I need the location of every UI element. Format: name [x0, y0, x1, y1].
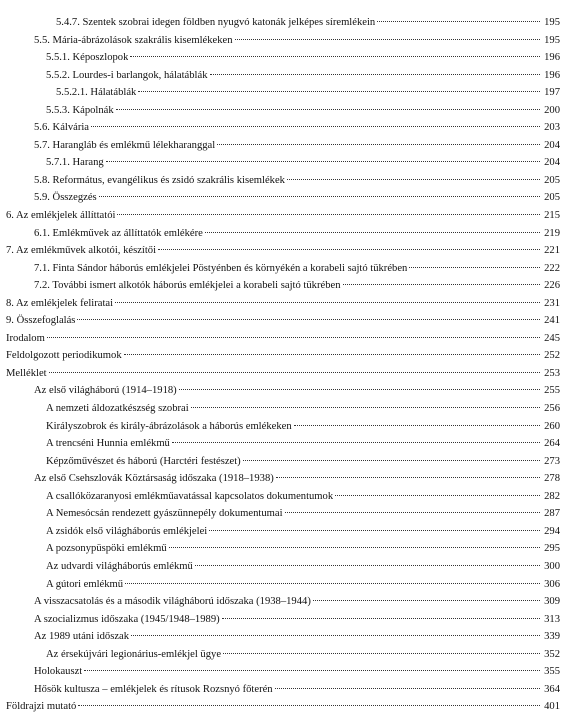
dot-leader	[115, 302, 540, 303]
toc-entry-title: A Nemesócsán rendezett gyászünnepély dokumentumai	[46, 508, 283, 520]
toc-entry	[0, 330, 560, 348]
toc-entry-page-number: 256	[544, 403, 560, 415]
toc-entry-title: 5.7.1. Harang	[46, 157, 104, 169]
toc-entry-title: A csallóközaranyosi emlékműavatással kapcsolatos dokumentumok	[46, 490, 334, 502]
toc-entry	[0, 260, 560, 278]
toc-entry	[0, 558, 560, 576]
dot-leader	[138, 91, 540, 92]
dot-leader	[158, 249, 540, 250]
dot-leader	[47, 337, 540, 338]
toc-entry-title: 5.8. Református, evangélikus és zsidó szakrális kisemlékek	[34, 174, 285, 186]
toc-entry-page-number: 200	[544, 104, 560, 116]
toc-entry-page-number: 252	[544, 350, 560, 362]
toc-entry-page-number: 339	[544, 631, 560, 643]
toc-entry-title: Feldolgozott periodikumok	[6, 350, 122, 362]
toc-entry-title: 5.5.3. Kápolnák	[46, 104, 114, 116]
toc-entry-page-number: 205	[544, 192, 560, 204]
toc-entry	[0, 365, 560, 383]
toc-entry	[0, 67, 560, 85]
toc-entry-title: Az érsekújvári legionárius-emlékjel ügye	[46, 648, 222, 660]
dot-leader	[117, 214, 540, 215]
toc-entry-page-number: 313	[544, 613, 560, 625]
toc-entry	[0, 242, 560, 260]
toc-entry	[0, 172, 560, 190]
toc-entry	[0, 295, 560, 313]
toc-entry-page-number: 205	[544, 174, 560, 186]
dot-leader	[243, 460, 540, 461]
toc-entry-title: Hősök kultusza – emlékjelek és rítusok Rozsnyó főterén	[34, 683, 273, 695]
dot-leader	[285, 512, 540, 513]
toc-entry	[0, 628, 560, 646]
dot-leader	[130, 56, 540, 57]
toc-entry	[0, 119, 560, 137]
toc-entry-title: 5.5.1. Képoszlopok	[46, 52, 129, 64]
dot-leader	[84, 670, 540, 671]
toc-entry	[0, 593, 560, 611]
toc-entry-title: 7.1. Finta Sándor háborús emlékjelei Pöstyénben és környékén a korabeli sajtó tükrében	[34, 262, 408, 274]
dot-leader	[275, 688, 540, 689]
toc-entry-title: Az első Csehszlovák Köztársaság időszaka (1918–1938)	[34, 473, 274, 485]
dot-leader	[124, 354, 540, 355]
toc-entry	[0, 418, 560, 436]
dot-leader	[116, 109, 540, 110]
dot-leader	[205, 232, 540, 233]
toc-entry	[0, 576, 560, 594]
dot-leader	[91, 126, 540, 127]
toc-entry-title: Képzőművészet és háború (Harctéri festészet)	[46, 455, 241, 467]
toc-entry-title: Az első világháború (1914–1918)	[34, 385, 177, 397]
toc-entry-title: 9. Összefoglalás	[6, 315, 76, 327]
toc-entry-title: A szocializmus időszaka (1945/1948–1989)	[34, 613, 220, 625]
dot-leader	[343, 284, 541, 285]
toc-entry-title: Királyszobrok és király-ábrázolások a háborús emlékeken	[46, 420, 292, 432]
toc-entry-title: 6. Az emlékjelek állíttatói	[6, 210, 116, 222]
toc-entry-page-number: 196	[544, 69, 560, 81]
toc-entry-page-number: 253	[544, 367, 560, 379]
dot-leader	[222, 618, 540, 619]
toc-entry-page-number: 282	[544, 490, 560, 502]
toc-entry	[0, 698, 560, 716]
toc-entry-page-number: 195	[544, 34, 560, 46]
toc-entry	[0, 312, 560, 330]
toc-list	[0, 14, 560, 716]
toc-entry-page-number: 294	[544, 525, 560, 537]
dot-leader	[335, 495, 540, 496]
toc-entry	[0, 523, 560, 541]
dot-leader	[287, 179, 540, 180]
toc-entry-page-number: 278	[544, 473, 560, 485]
dot-leader	[49, 372, 540, 373]
toc-entry-page-number: 273	[544, 455, 560, 467]
toc-entry-title: A gútori emlékmű	[46, 578, 124, 590]
dot-leader	[313, 600, 540, 601]
dot-leader	[223, 653, 540, 654]
toc-entry	[0, 102, 560, 120]
toc-entry	[0, 400, 560, 418]
toc-entry-page-number: 245	[544, 332, 560, 344]
toc-entry-title: 8. Az emlékjelek feliratai	[6, 297, 114, 309]
toc-entry	[0, 207, 560, 225]
toc-entry-page-number: 401	[544, 701, 560, 713]
toc-entry	[0, 453, 560, 471]
toc-entry-page-number: 204	[544, 139, 560, 151]
toc-entry-page-number: 204	[544, 157, 560, 169]
toc-entry	[0, 681, 560, 699]
toc-entry-title: 5.5. Mária-ábrázolások szakrális kisemlékeken	[34, 34, 233, 46]
dot-leader	[172, 442, 540, 443]
dot-leader	[99, 196, 540, 197]
toc-entry-page-number: 295	[544, 543, 560, 555]
toc-entry-page-number: 203	[544, 122, 560, 134]
dot-leader	[217, 144, 540, 145]
dot-leader	[377, 21, 540, 22]
toc-entry	[0, 277, 560, 295]
table-of-contents	[0, 14, 560, 716]
dot-leader	[235, 39, 540, 40]
toc-entry-title: 5.9. Összegzés	[34, 192, 97, 204]
toc-entry-title: A visszacsatolás és a második világháború időszaka (1938–1944)	[34, 596, 311, 608]
toc-entry-page-number: 196	[544, 52, 560, 64]
toc-entry-page-number: 195	[544, 17, 560, 28]
toc-entry-title: 5.5.2. Lourdes-i barlangok, hálatáblák	[46, 69, 208, 81]
toc-entry-page-number: 260	[544, 420, 560, 432]
toc-entry-title: A nemzeti áldozatkészség szobrai	[46, 403, 189, 415]
toc-entry-title: Az 1989 utáni időszak	[34, 631, 130, 643]
dot-leader	[276, 477, 540, 478]
toc-entry-page-number: 355	[544, 666, 560, 678]
toc-entry	[0, 470, 560, 488]
toc-entry-title: Melléklet	[6, 367, 47, 379]
toc-entry	[0, 225, 560, 243]
dot-leader	[77, 319, 540, 320]
toc-entry-title: 7. Az emlékművek alkotói, készítői	[6, 245, 157, 257]
dot-leader	[191, 407, 540, 408]
dot-leader	[106, 161, 540, 162]
toc-entry	[0, 347, 560, 365]
toc-entry-page-number: 300	[544, 560, 560, 572]
toc-entry	[0, 488, 560, 506]
toc-entry-page-number: 221	[544, 245, 560, 257]
dot-leader	[195, 565, 540, 566]
toc-entry-page-number: 219	[544, 227, 560, 239]
dot-leader	[409, 267, 540, 268]
toc-entry-page-number: 231	[544, 297, 560, 309]
dot-leader	[209, 530, 540, 531]
toc-entry-title: 5.6. Kálvária	[34, 122, 90, 134]
toc-entry-page-number: 306	[544, 578, 560, 590]
toc-entry-title: 6.1. Emlékművek az állíttatók emlékére	[34, 227, 203, 239]
toc-entry-title: Irodalom	[6, 332, 45, 344]
toc-entry-page-number: 197	[544, 87, 560, 99]
toc-entry	[0, 505, 560, 523]
toc-entry-title: A trencséni Hunnia emlékmű	[46, 438, 170, 450]
toc-entry-page-number: 222	[544, 262, 560, 274]
toc-entry-title: A pozsonypüspöki emlékmű	[46, 543, 167, 555]
toc-entry-title: Holokauszt	[34, 666, 83, 678]
toc-entry	[0, 32, 560, 50]
toc-entry	[0, 540, 560, 558]
toc-entry-title: 5.4.7. Szentek szobrai idegen földben nyugvó katonák jelképes síremlékein	[56, 17, 376, 28]
toc-entry	[0, 382, 560, 400]
dot-leader	[78, 705, 540, 706]
toc-entry	[0, 646, 560, 664]
toc-entry	[0, 611, 560, 629]
dot-leader	[294, 425, 540, 426]
toc-entry	[0, 49, 560, 67]
toc-entry	[0, 154, 560, 172]
toc-entry-page-number: 264	[544, 438, 560, 450]
toc-entry-title: A zsidók első világháborús emlékjelei	[46, 525, 208, 537]
toc-entry	[0, 137, 560, 155]
toc-entry	[0, 435, 560, 453]
toc-entry-page-number: 364	[544, 683, 560, 695]
dot-leader	[125, 583, 540, 584]
toc-entry-title: 5.5.2.1. Hálatáblák	[56, 87, 137, 99]
toc-entry	[0, 663, 560, 681]
dot-leader	[131, 635, 540, 636]
toc-entry-title: 5.7. Harangláb és emlékmű lélekharanggal	[34, 139, 216, 151]
toc-entry	[0, 189, 560, 207]
toc-entry-page-number: 241	[544, 315, 560, 327]
toc-entry	[0, 84, 560, 102]
toc-entry-title: Földrajzi mutató	[6, 701, 77, 713]
toc-entry-page-number: 215	[544, 210, 560, 222]
toc-entry-title: Az udvardi világháborús emlékmű	[46, 560, 193, 572]
toc-entry-page-number: 226	[544, 280, 560, 292]
dot-leader	[210, 74, 540, 75]
toc-entry	[0, 14, 560, 32]
dot-leader	[169, 547, 540, 548]
toc-entry-page-number: 287	[544, 508, 560, 520]
toc-entry-page-number: 255	[544, 385, 560, 397]
toc-entry-page-number: 309	[544, 596, 560, 608]
toc-entry-title: 7.2. További ismert alkotók háborús emlékjelei a korabeli sajtó tükrében	[34, 280, 341, 292]
toc-entry-page-number: 352	[544, 648, 560, 660]
dot-leader	[179, 389, 540, 390]
